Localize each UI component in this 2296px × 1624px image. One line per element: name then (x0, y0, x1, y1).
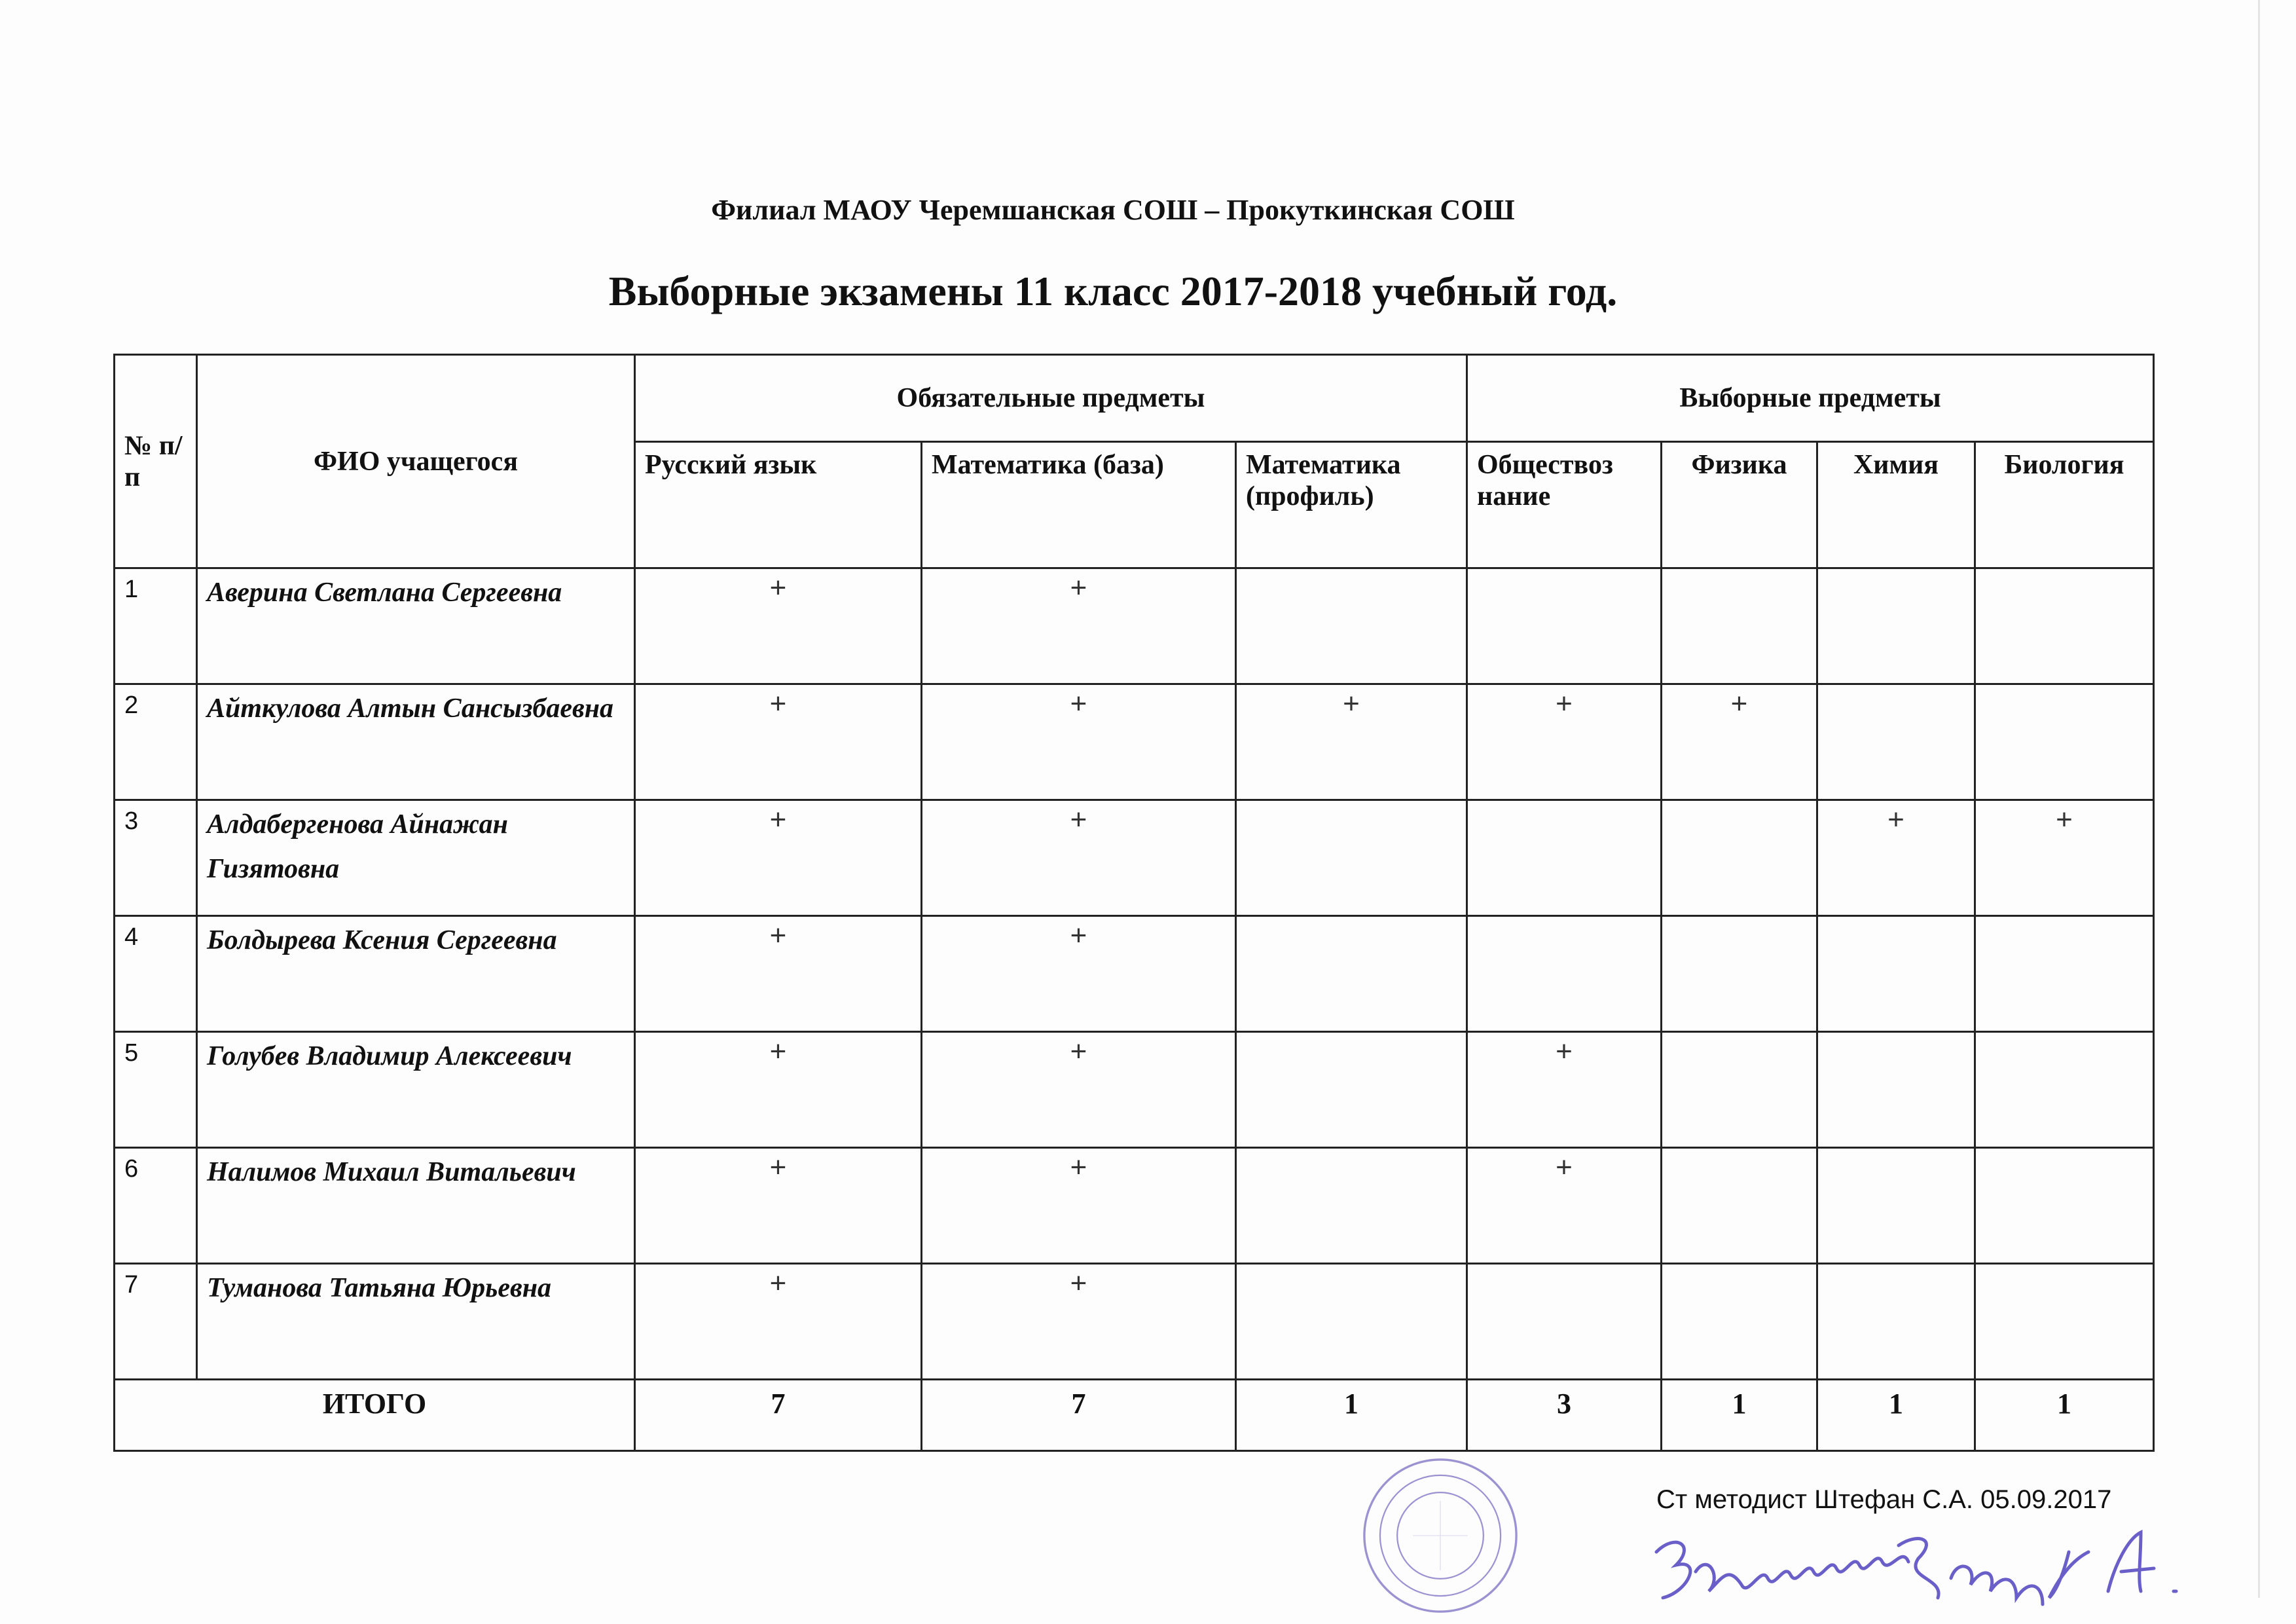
exam-mark-cell (1975, 1032, 2154, 1148)
exam-mark-cell (1467, 916, 1662, 1032)
total-value: 7 (922, 1380, 1236, 1451)
total-value: 3 (1467, 1380, 1662, 1451)
exam-mark-cell (1817, 1032, 1975, 1148)
row-number: 2 (115, 684, 197, 800)
exam-mark-cell (1817, 1264, 1975, 1380)
header-subject: Химия (1817, 442, 1975, 568)
total-label: ИТОГО (115, 1380, 635, 1451)
row-number: 7 (115, 1264, 197, 1380)
methodist-signature-line: Ст методист Штефан С.А. 05.09.2017 (1656, 1485, 2112, 1514)
total-row (115, 1380, 2154, 1451)
exam-mark-cell (1236, 1148, 1467, 1264)
exam-mark-cell: + (635, 1032, 922, 1148)
exam-mark-cell (1975, 1148, 2154, 1264)
table-row (115, 684, 2154, 800)
header-name: ФИО учащегося (197, 355, 635, 568)
exam-mark-cell: + (635, 916, 922, 1032)
exam-mark-cell (1236, 916, 1467, 1032)
header-required-group: Обязательные предметы (635, 355, 1467, 442)
header-subject: Математика (профиль) (1236, 442, 1467, 568)
exam-mark-cell: + (1467, 1148, 1662, 1264)
header-subject: Математика (база) (922, 442, 1236, 568)
exam-mark-cell (1662, 1032, 1817, 1148)
exam-mark-cell: + (635, 568, 922, 684)
exam-mark-cell (1662, 800, 1817, 916)
row-number: 3 (115, 800, 197, 916)
student-name: Болдырева Ксения Сергеевна (197, 916, 635, 1032)
total-value: 7 (635, 1380, 922, 1451)
exam-mark-cell (1662, 1148, 1817, 1264)
exam-mark-cell: + (635, 1264, 922, 1380)
student-name: Налимов Михаил Витальевич (197, 1148, 635, 1264)
table-row (115, 1264, 2154, 1380)
total-value: 1 (1662, 1380, 1817, 1451)
exam-mark-cell (1236, 1032, 1467, 1148)
student-name: Алдабергенова Айнажан Гизятовна (197, 800, 635, 916)
student-name: Голубев Владимир Алексеевич (197, 1032, 635, 1148)
row-number: 1 (115, 568, 197, 684)
exam-mark-cell: + (1467, 1032, 1662, 1148)
header-elective-group: Выборные предметы (1467, 355, 2154, 442)
page-title: Выборные экзамены 11 класс 2017-2018 учебный год. (608, 268, 1618, 314)
exam-table (113, 354, 2155, 1452)
exam-mark-cell: + (922, 800, 1236, 916)
exam-mark-cell: + (1662, 684, 1817, 800)
header-subject: Биология (1975, 442, 2154, 568)
exam-mark-cell (1662, 916, 1817, 1032)
exam-mark-cell (1662, 568, 1817, 684)
table-row (115, 568, 2154, 684)
row-number: 5 (115, 1032, 197, 1148)
exam-mark-cell (1817, 916, 1975, 1032)
total-value: 1 (1236, 1380, 1467, 1451)
handwritten-signature (1650, 1526, 2187, 1611)
exam-mark-cell: + (922, 916, 1236, 1032)
exam-mark-cell: + (922, 568, 1236, 684)
exam-mark-cell (1975, 684, 2154, 800)
official-stamp (1362, 1457, 1519, 1614)
total-value: 1 (1975, 1380, 2154, 1451)
header-subject: Физика (1662, 442, 1817, 568)
student-name: Аверина Светлана Сергеевна (197, 568, 635, 684)
header-subject: Обществоз нание (1467, 442, 1662, 568)
total-value: 1 (1817, 1380, 1975, 1451)
table-row (115, 800, 2154, 916)
exam-mark-cell: + (922, 1264, 1236, 1380)
student-name: Айткулова Алтын Сансызбаевна (197, 684, 635, 800)
exam-mark-cell (1467, 1264, 1662, 1380)
exam-mark-cell (1236, 568, 1467, 684)
exam-mark-cell: + (635, 1148, 922, 1264)
exam-mark-cell (1975, 568, 2154, 684)
table-row (115, 1032, 2154, 1148)
row-number: 4 (115, 916, 197, 1032)
header-subject: Русский язык (635, 442, 922, 568)
exam-mark-cell: + (1817, 800, 1975, 916)
exam-mark-cell: + (922, 684, 1236, 800)
exam-mark-cell: + (1467, 684, 1662, 800)
exam-mark-cell: + (922, 1148, 1236, 1264)
exam-mark-cell: + (922, 1032, 1236, 1148)
exam-mark-cell (1817, 568, 1975, 684)
exam-mark-cell: + (635, 684, 922, 800)
exam-mark-cell (1817, 684, 1975, 800)
student-name: Туманова Татьяна Юрьевна (197, 1264, 635, 1380)
exam-mark-cell (1662, 1264, 1817, 1380)
exam-mark-cell: + (1975, 800, 2154, 916)
exam-mark-cell (1975, 916, 2154, 1032)
exam-mark-cell: + (635, 800, 922, 916)
exam-mark-cell (1975, 1264, 2154, 1380)
exam-mark-cell: + (1236, 684, 1467, 800)
school-name: Филиал МАОУ Черемшанская СОШ – Прокуткинская СОШ (711, 194, 1515, 226)
table-row (115, 1148, 2154, 1264)
exam-mark-cell (1467, 568, 1662, 684)
exam-mark-cell (1467, 800, 1662, 916)
header-number: № п/п (115, 355, 197, 568)
table-row (115, 916, 2154, 1032)
row-number: 6 (115, 1148, 197, 1264)
exam-mark-cell (1817, 1148, 1975, 1264)
exam-mark-cell (1236, 800, 1467, 916)
exam-mark-cell (1236, 1264, 1467, 1380)
scan-edge (2258, 0, 2260, 1598)
